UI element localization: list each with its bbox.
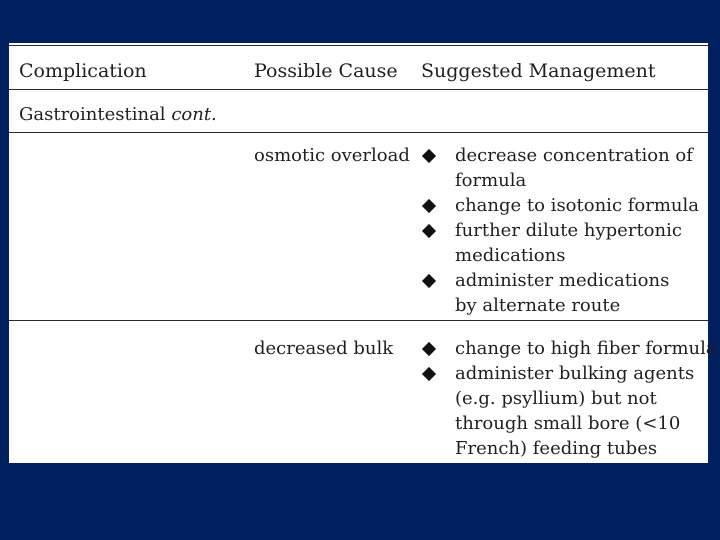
diamond-bullet-icon: [422, 224, 436, 238]
diamond-bullet-icon: [422, 274, 436, 288]
row1-item3-line2: medications: [455, 245, 566, 266]
row2-cause: decreased bulk: [254, 338, 394, 359]
row2-item2-line1: administer bulking agents: [455, 363, 695, 384]
row2-item2-line2: (e.g. psyllium) but not: [455, 388, 657, 409]
row1-item2-line1: change to isotonic formula: [455, 195, 699, 216]
header-rule: [9, 89, 708, 90]
top-rule: [9, 45, 708, 46]
row-divider: [9, 320, 708, 321]
row2-item2-line3: through small bore (<10: [455, 413, 681, 434]
header-complication: Complication: [19, 60, 147, 82]
diamond-bullet-icon: [422, 149, 436, 163]
section-label: [19, 102, 217, 127]
section-name: Gastrointestinal: [19, 104, 166, 125]
diamond-bullet-icon: [422, 342, 436, 356]
diamond-bullet-icon: [422, 199, 436, 213]
table-panel: [9, 43, 717, 463]
header-possible-cause: Possible Cause: [254, 60, 398, 82]
diamond-bullet-icon: [422, 367, 436, 381]
row1-cause: osmotic overload: [254, 145, 410, 166]
section-rule: [9, 132, 708, 133]
row1-item1-line2: formula: [455, 170, 527, 191]
row1-item1-line1: decrease concentration of: [455, 145, 693, 166]
row1-item3-line1: further dilute hypertonic: [455, 220, 682, 241]
row1-item4-line1: administer medications: [455, 270, 670, 291]
section-suffix: cont.: [171, 104, 217, 125]
row2-item2-line4: French) feeding tubes: [455, 438, 658, 459]
header-suggested-management: Suggested Management: [421, 60, 656, 82]
row1-item4-line2: by alternate route: [455, 295, 621, 316]
row2-item1-line1: change to high fiber formula: [455, 338, 717, 359]
